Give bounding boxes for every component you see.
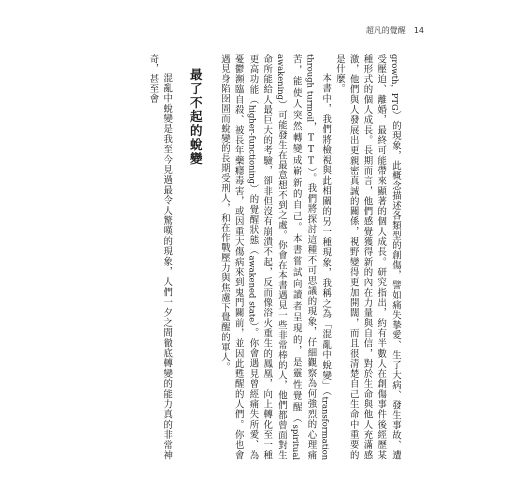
latin-term: spiritual awakening	[276, 54, 301, 460]
running-header	[366, 25, 424, 36]
latin-term: transformation through turmoil	[305, 54, 331, 460]
section-heading: 最了不起的蛻變	[188, 68, 204, 166]
latin-term: higher-functioning	[247, 104, 258, 184]
latin-term: awakened state	[247, 255, 258, 323]
paragraph-3: 混亂中蛻變是我至今見過最令人驚嘆的現象，人們一夕之間徹底轉變的能力真的非常神奇，甚至會	[147, 54, 173, 460]
page-number: 14	[413, 26, 424, 35]
book-title: 超凡的覺醒	[365, 26, 406, 35]
latin-term: growth，PTG	[390, 54, 400, 111]
paragraph-2: 本書中，我們將檢視與此相關的另一種現象，我稱之為「混亂中蛻變」（transformation through turmoil，TTT）。我們將探討這種不可思議的現象，仔細觀察為何強烈的心理痛苦，能使人突然轉變成嶄新的自己。本書嘗試向讀者呈現的，是靈性覺醒（spiritual awakening）可能發生在最意想不到之處。你會在本書遇見一些非常棒的人，他們都曾面對生命所能給人最巨大的考驗，卻非但沒有崩潰不起，反而像浴火重生的鳳凰，向上轉化至一種更高功能（higher-functioning）的覺醒狀態（awakened state）。你會遇見曾經痛失所愛、為憂鬱瀕臨自殺、被長年藥癮毒害，或因重大傷病來到鬼門關前，並因此甦醒的人們。你也會遇見身陷囹圄而蛻變的長期受刑人，和在作戰壓力與焦慮下覺醒的軍人。	[219, 54, 332, 460]
paragraph-1: growth，PTG）的現象，此概念描述各類型的創傷，譬如痛失摯愛、生了大病、發生事故、遭受壓迫、離婚，最終可能帶來顯著的個人成長。研究指出，約有半數人在創傷事件後經歷某種形式的個人成長。長期而言，他們感覺獲得新的內在力量與自信，對於生命與他人充滿感激，他們與人發展出更親密真誠的關係，視野變得更加開闊，而且很清楚自己生命中重要的是什麼。	[334, 54, 401, 460]
vertical-text-body	[127, 54, 402, 460]
